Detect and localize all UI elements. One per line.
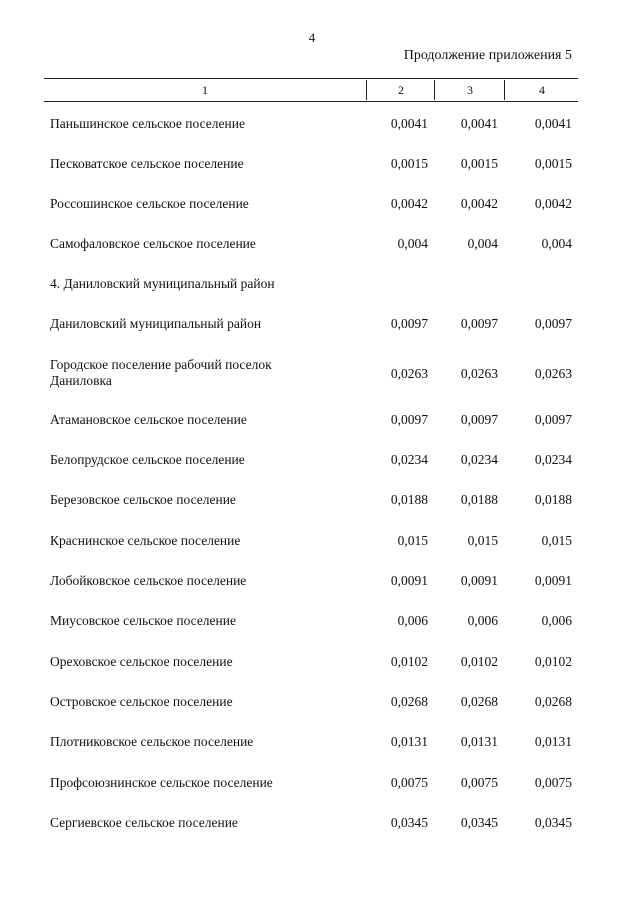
row-value-col-2: 0,0091 bbox=[390, 573, 428, 588]
row-value-col-3: 0,004 bbox=[467, 236, 498, 251]
row-name: Профсоюзнинское сельское поселение bbox=[50, 775, 273, 790]
row-value-col-4: 0,0234 bbox=[534, 452, 572, 467]
row-value-col-3: 0,0263 bbox=[460, 366, 498, 381]
row-value-col-3: 0,0268 bbox=[460, 694, 498, 709]
row-name: Паньшинское сельское поселение bbox=[50, 116, 245, 131]
row-name: Ореховское сельское поселение bbox=[50, 654, 233, 669]
row-name: Сергиевское сельское поселение bbox=[50, 815, 238, 830]
row-value-col-4: 0,0075 bbox=[534, 775, 572, 790]
row-name: Миусовское сельское поселение bbox=[50, 613, 236, 628]
row-value-col-4: 0,004 bbox=[541, 236, 572, 251]
row-value-col-3: 0,015 bbox=[467, 533, 498, 548]
row-value-col-4: 0,0263 bbox=[534, 366, 572, 381]
row-value-col-3: 0,0091 bbox=[460, 573, 498, 588]
row-name: Краснинское сельское поселение bbox=[50, 533, 241, 548]
header-col-3: 3 bbox=[434, 80, 505, 100]
row-value-col-3: 0,0097 bbox=[460, 412, 498, 427]
row-value-col-2: 0,0345 bbox=[390, 815, 428, 830]
row-value-col-4: 0,0345 bbox=[534, 815, 572, 830]
row-value-col-2: 0,0097 bbox=[390, 412, 428, 427]
row-value-col-2: 0,006 bbox=[397, 613, 428, 628]
row-value-col-3: 0,0041 bbox=[460, 116, 498, 131]
row-value-col-4: 0,015 bbox=[541, 533, 572, 548]
row-name: Самофаловское сельское поселение bbox=[50, 236, 256, 251]
row-value-col-2: 0,0131 bbox=[390, 734, 428, 749]
row-value-col-4: 0,0041 bbox=[534, 116, 572, 131]
header-col-4: 4 bbox=[504, 80, 579, 100]
row-value-col-3: 0,0097 bbox=[460, 316, 498, 331]
row-value-col-3: 0,006 bbox=[467, 613, 498, 628]
row-name: Городское поселение рабочий поселок Даниловка bbox=[50, 357, 272, 388]
row-value-col-2: 0,0097 bbox=[390, 316, 428, 331]
header-col-2: 2 bbox=[366, 80, 435, 100]
row-value-col-2: 0,0075 bbox=[390, 775, 428, 790]
row-value-col-4: 0,0097 bbox=[534, 412, 572, 427]
row-value-col-3: 0,0075 bbox=[460, 775, 498, 790]
row-value-col-2: 0,004 bbox=[397, 236, 428, 251]
row-value-col-4: 0,0015 bbox=[534, 156, 572, 171]
row-value-col-2: 0,0015 bbox=[390, 156, 428, 171]
page-number: 4 bbox=[308, 30, 316, 45]
row-value-col-2: 0,0041 bbox=[390, 116, 428, 131]
row-name: Березовское сельское поселение bbox=[50, 492, 236, 507]
row-value-col-2: 0,0188 bbox=[390, 492, 428, 507]
row-value-col-4: 0,0091 bbox=[534, 573, 572, 588]
row-value-col-4: 0,0131 bbox=[534, 734, 572, 749]
row-value-col-2: 0,0268 bbox=[390, 694, 428, 709]
row-value-col-4: 0,0102 bbox=[534, 654, 572, 669]
row-name: Атамановское сельское поселение bbox=[50, 412, 247, 427]
row-name: Островское сельское поселение bbox=[50, 694, 233, 709]
row-value-col-2: 0,015 bbox=[397, 533, 428, 548]
row-value-col-3: 0,0234 bbox=[460, 452, 498, 467]
row-value-col-3: 0,0188 bbox=[460, 492, 498, 507]
header-col-1: 1 bbox=[202, 83, 208, 97]
row-name: Лобойковское сельское поселение bbox=[50, 573, 247, 588]
row-name: Плотниковское сельское поселение bbox=[50, 734, 254, 749]
row-value-col-3: 0,0131 bbox=[460, 734, 498, 749]
row-name: Песковатское сельское поселение bbox=[50, 156, 244, 171]
row-name: 4. Даниловский муниципальный район bbox=[50, 276, 275, 291]
row-value-col-3: 0,0102 bbox=[460, 654, 498, 669]
row-value-col-2: 0,0102 bbox=[390, 654, 428, 669]
row-value-col-3: 0,0042 bbox=[460, 196, 498, 211]
table-header bbox=[44, 78, 578, 102]
header-bottom-rule bbox=[44, 101, 578, 102]
row-name: Даниловский муниципальный район bbox=[50, 316, 262, 331]
continuation-label: Продолжение приложения 5 bbox=[403, 48, 572, 63]
row-value-col-4: 0,0188 bbox=[534, 492, 572, 507]
row-value-col-2: 0,0042 bbox=[390, 196, 428, 211]
row-name: Белопрудское сельское поселение bbox=[50, 452, 245, 467]
row-name: Россошинское сельское поселение bbox=[50, 196, 249, 211]
row-value-col-4: 0,0042 bbox=[534, 196, 572, 211]
row-value-col-2: 0,0234 bbox=[390, 452, 428, 467]
row-value-col-4: 0,0097 bbox=[534, 316, 572, 331]
header-top-rule bbox=[44, 78, 578, 79]
row-value-col-4: 0,006 bbox=[541, 613, 572, 628]
row-value-col-4: 0,0268 bbox=[534, 694, 572, 709]
row-value-col-3: 0,0015 bbox=[460, 156, 498, 171]
row-value-col-3: 0,0345 bbox=[460, 815, 498, 830]
row-value-col-2: 0,0263 bbox=[390, 366, 428, 381]
